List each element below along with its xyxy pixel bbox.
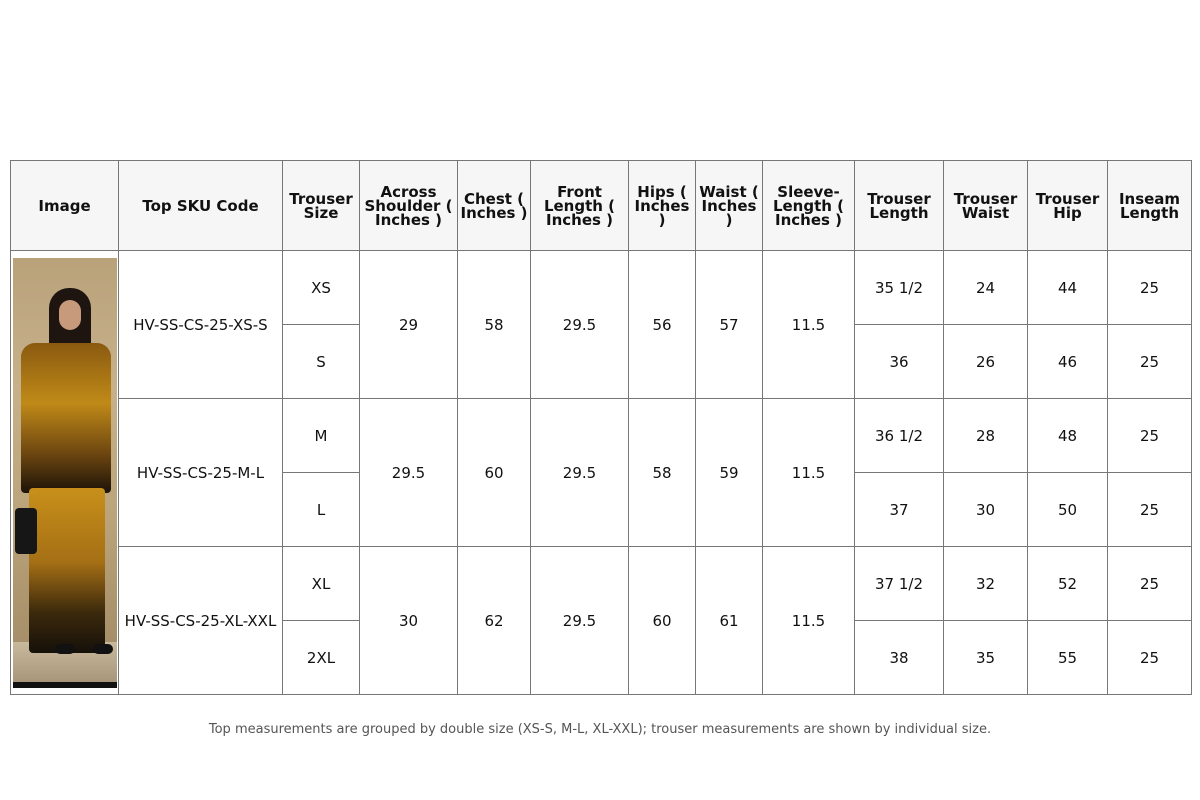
chest-value: 58 [458,251,531,399]
table-row [11,251,1192,325]
header-trouser-size: Trouser Size [283,161,360,251]
across-shoulder-value: 30 [360,547,458,695]
inseam-length-value: 25 [1108,621,1192,695]
shoe [55,644,75,654]
trouser-hip-value: 55 [1028,621,1108,695]
trouser-hip-value: 52 [1028,547,1108,621]
handbag [15,508,37,554]
trouser-hip-value: 44 [1028,251,1108,325]
footnote: Top measurements are grouped by double size (XS-S, M-L, XL-XXL); trouser measurements are shown by individual size. [208,722,992,737]
trouser-hip-value: 48 [1028,399,1108,473]
across-shoulder-value: 29.5 [360,399,458,547]
inseam-length-value: 25 [1108,399,1192,473]
trouser-waist-value: 35 [944,621,1028,695]
header-sleeve-length: Sleeve-Length ( Inches ) [763,161,855,251]
trouser-size: M [283,399,360,473]
trouser-waist-value: 28 [944,399,1028,473]
front-length-value: 29.5 [531,251,629,399]
hips-value: 56 [629,251,696,399]
header-waist: Waist ( Inches ) [696,161,763,251]
trouser-length-value: 38 [855,621,944,695]
header-row [11,161,1192,251]
header-trouser-length: Trouser Length [855,161,944,251]
waist-value: 57 [696,251,763,399]
front-length-value: 29.5 [531,399,629,547]
hips-value: 60 [629,547,696,695]
inseam-length-value: 25 [1108,473,1192,547]
trouser-hip-value: 46 [1028,325,1108,399]
trouser-size: XL [283,547,360,621]
header-hips: Hips ( Inches ) [629,161,696,251]
trouser-size: L [283,473,360,547]
trouser-length-value: 37 1/2 [855,547,944,621]
waist-value: 61 [696,547,763,695]
sku-code: HV-SS-CS-25-M-L [119,399,283,547]
sleeve-length-value: 11.5 [763,399,855,547]
trouser-size: XS [283,251,360,325]
header-trouser-hip: Trouser Hip [1028,161,1108,251]
chest-value: 62 [458,547,531,695]
header-trouser-waist: Trouser Waist [944,161,1028,251]
photo-border [13,682,117,688]
trouser-length-value: 37 [855,473,944,547]
trouser-length-value: 36 1/2 [855,399,944,473]
header-top-sku-code: Top SKU Code [119,161,283,251]
across-shoulder-value: 29 [360,251,458,399]
trouser-length-value: 36 [855,325,944,399]
trouser-waist-value: 24 [944,251,1028,325]
size-chart-container [10,160,1191,695]
size-chart-table [10,160,1192,695]
product-image-cell [11,251,119,695]
sku-code: HV-SS-CS-25-XL-XXL [119,547,283,695]
trouser-waist-value: 32 [944,547,1028,621]
header-across-shoulder: Across Shoulder ( Inches ) [360,161,458,251]
shoe [93,644,113,654]
trouser-length-value: 35 1/2 [855,251,944,325]
inseam-length-value: 25 [1108,251,1192,325]
front-length-value: 29.5 [531,547,629,695]
model-face [59,300,81,330]
trouser-size: 2XL [283,621,360,695]
inseam-length-value: 25 [1108,325,1192,399]
trouser-waist-value: 26 [944,325,1028,399]
model-top [21,343,111,493]
trouser-size: S [283,325,360,399]
table-row [11,547,1192,621]
sleeve-length-value: 11.5 [763,547,855,695]
header-inseam-length: Inseam Length [1108,161,1192,251]
table-row [11,399,1192,473]
header-chest: Chest ( Inches ) [458,161,531,251]
sleeve-length-value: 11.5 [763,251,855,399]
waist-value: 59 [696,399,763,547]
chest-value: 60 [458,399,531,547]
inseam-length-value: 25 [1108,547,1192,621]
hips-value: 58 [629,399,696,547]
product-photo [13,258,117,688]
sku-code: HV-SS-CS-25-XS-S [119,251,283,399]
header-front-length: Front Length ( Inches ) [531,161,629,251]
trouser-waist-value: 30 [944,473,1028,547]
model-trouser [29,488,105,653]
trouser-hip-value: 50 [1028,473,1108,547]
header-image: Image [11,161,119,251]
